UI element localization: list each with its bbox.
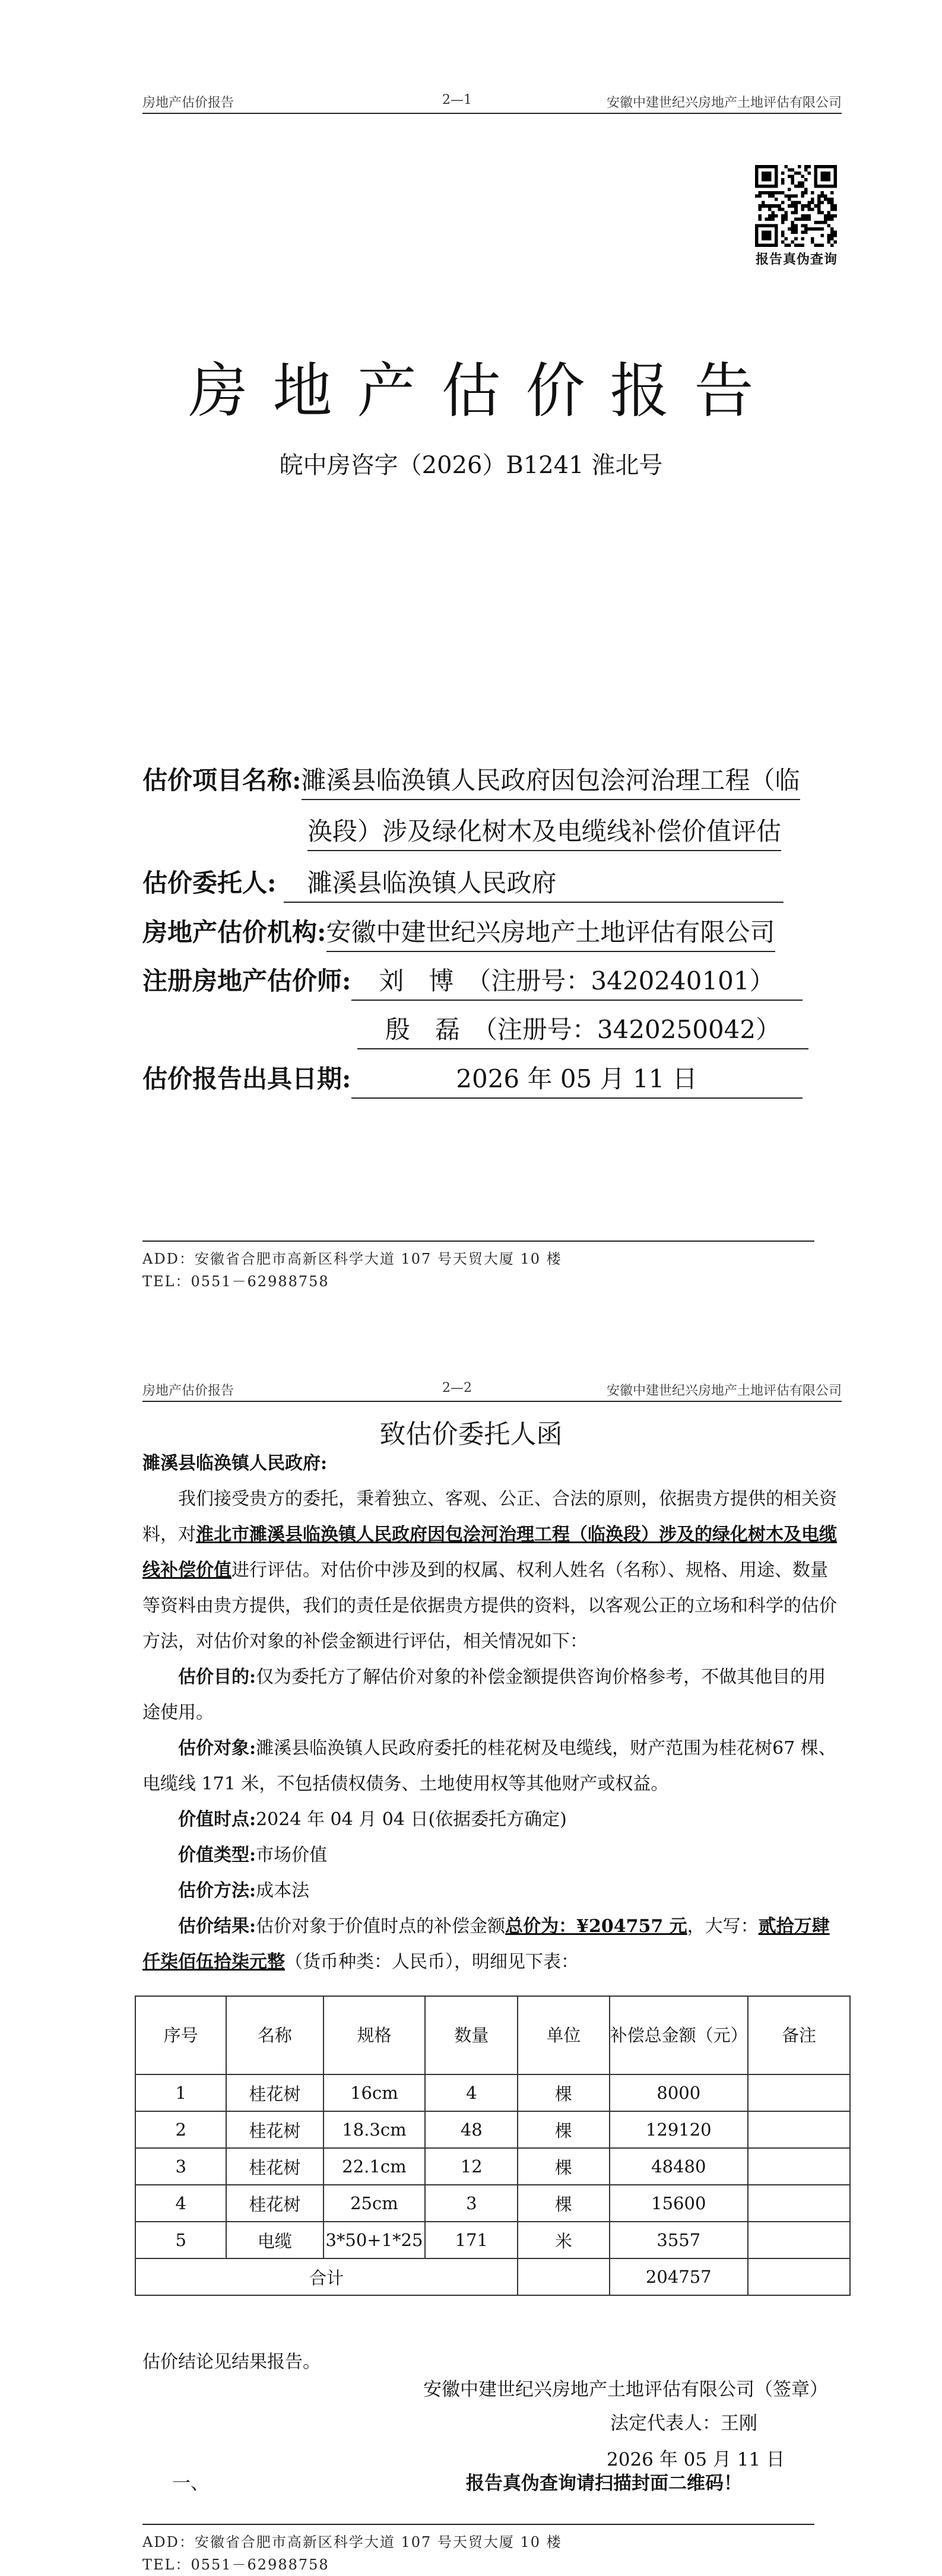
table-cell: 4 <box>135 2185 226 2222</box>
table-cell: 桂花树 <box>226 2074 323 2111</box>
table-cell: 129120 <box>610 2111 748 2148</box>
project-name-label: 估价项目名称: <box>142 766 302 795</box>
value-type-text: 市场价值 <box>256 1845 328 1866</box>
table-cell: 3 <box>135 2148 226 2185</box>
table-cell: 棵 <box>518 2074 609 2111</box>
client-value: 濉溪县临涣镇人民政府 <box>284 864 784 903</box>
header-company: 安徽中建世纪兴房地产土地评估有限公司 <box>606 1384 842 1398</box>
appraiser-2: 殷 磊 （注册号：3420250042） <box>357 1010 808 1049</box>
signature-date: 2026 年 05 月 11 日 <box>607 2449 785 2470</box>
valuation-table <box>135 1996 851 2296</box>
project-name-value-2: 涣段）涉及绿化树木及电缆线补偿价值评估 <box>307 812 781 851</box>
total-value: 204757 <box>610 2258 748 2295</box>
result-total: 总价为：¥204757 元 <box>505 1916 687 1937</box>
conclusion: 估价结论见结果报告。 <box>142 2352 321 2372</box>
footer-address: ADD：安徽省合肥市高新区科学大道 107 号天贸大厦 10 楼 <box>142 1251 562 1267</box>
header-page-number: 2—2 <box>442 1381 472 1395</box>
project-name-row-2 <box>307 812 781 851</box>
result-text-3: （货币种类：人民币），明细见下表： <box>285 1952 579 1972</box>
table-cell: 桂花树 <box>226 2148 323 2185</box>
result-text-2: ，大写： <box>687 1916 759 1937</box>
appraiser-row-2 <box>357 1010 808 1049</box>
object-label: 估价对象: <box>178 1738 256 1759</box>
table-cell: 棵 <box>518 2148 609 2185</box>
table-cell <box>748 2185 850 2222</box>
page-footer <box>142 2531 562 2576</box>
table-cell: 棵 <box>518 2111 609 2148</box>
table-cell: 16cm <box>323 2074 426 2111</box>
client-row <box>142 864 784 903</box>
table-cell: 3*50+1*25 <box>323 2222 426 2258</box>
table-total-row <box>135 2258 850 2295</box>
footer-address: ADD：安徽省合肥市高新区科学大道 107 号天贸大厦 10 楼 <box>142 2534 562 2550</box>
method-label: 估价方法: <box>178 1880 256 1901</box>
agency-label: 房地产估价机构: <box>142 918 326 947</box>
page-header <box>142 89 842 114</box>
header-company: 安徽中建世纪兴房地产土地评估有限公司 <box>606 96 842 110</box>
table-cell <box>748 2074 850 2111</box>
table-cell: 171 <box>425 2222 518 2258</box>
footer-divider <box>142 1241 814 1242</box>
client-label: 估价委托人: <box>142 868 277 897</box>
intro-paragraph <box>142 1481 843 1660</box>
table-row <box>135 2074 850 2111</box>
table-cell: 3 <box>425 2185 518 2222</box>
table-cell <box>748 2222 850 2258</box>
purpose-label: 估价目的: <box>178 1667 256 1687</box>
qr-code-icon[interactable] <box>755 165 837 247</box>
table-cell: 48480 <box>610 2148 748 2185</box>
page-header <box>142 1377 842 1402</box>
col-header: 数量 <box>425 1996 518 2074</box>
footer-phone: TEL：0551－62988758 <box>142 1273 329 1290</box>
intro-text: 我们接受贵方的委托，秉着独立、客观、公正、合法的原则，依据贵方提供的相关资料，对 <box>142 1489 837 1545</box>
section-number: 一、 <box>172 2473 209 2494</box>
object-paragraph <box>142 1731 843 1802</box>
purpose-text: 仅为委托方了解估价对象的补偿金额提供咨询价格参考，不做其他目的用途使用。 <box>142 1667 826 1723</box>
table-cell: 5 <box>135 2222 226 2258</box>
table-cell: 8000 <box>610 2074 748 2111</box>
verification-note: 报告真伪查询请扫描封面二维码！ <box>466 2473 742 2494</box>
table-cell <box>748 2148 850 2185</box>
total-label: 合计 <box>135 2258 518 2295</box>
table-cell: 18.3cm <box>323 2111 426 2148</box>
header-left: 房地产估价报告 <box>142 96 234 110</box>
table-cell <box>748 2258 850 2295</box>
value-type-paragraph <box>142 1838 843 1873</box>
table-cell: 22.1cm <box>323 2148 426 2185</box>
table-row <box>135 2185 850 2222</box>
col-header: 序号 <box>135 1996 226 2074</box>
result-total-words: 贰拾万肆仟柒佰伍拾柒元整 <box>142 1916 830 1972</box>
table-row <box>135 2222 850 2258</box>
result-label: 估价结果: <box>178 1916 256 1937</box>
object-text: 濉溪县临涣镇人民政府委托的桂花树及电缆线，财产范围为桂花树67 棵、电缆线 171 米，不包括债权债务、土地使用权等其他财产或权益。 <box>142 1738 836 1794</box>
legal-representative: 法定代表人：王刚 <box>610 2413 757 2434</box>
col-header: 规格 <box>323 1996 426 2074</box>
result-text: 估价对象于价值时点的补偿金额 <box>256 1916 506 1937</box>
table-cell: 48 <box>425 2111 518 2148</box>
header-left: 房地产估价报告 <box>142 1384 234 1398</box>
col-header: 备注 <box>748 1996 850 2074</box>
agency-value: 安徽中建世纪兴房地产土地评估有限公司 <box>326 913 775 952</box>
project-name-row <box>142 761 800 800</box>
header-page-number: 2—1 <box>442 93 472 107</box>
qr-caption: 报告真伪查询 <box>755 252 838 267</box>
page-footer <box>142 1248 562 1293</box>
letter-body <box>142 1446 843 1980</box>
col-header: 名称 <box>226 1996 323 2074</box>
table-cell: 4 <box>425 2074 518 2111</box>
table-cell: 电缆 <box>226 2222 323 2258</box>
table-cell: 25cm <box>323 2185 426 2222</box>
value-date-paragraph <box>142 1802 843 1838</box>
report-date-label: 估价报告出具日期: <box>142 1064 351 1093</box>
report-title: 房地产估价报告 <box>188 356 779 426</box>
table-cell: 12 <box>425 2148 518 2185</box>
table-cell <box>518 2258 609 2295</box>
report-date-value: 2026 年 05 月 11 日 <box>351 1059 803 1099</box>
table-cell: 15600 <box>610 2185 748 2222</box>
intro-text-2: 进行评估。对估价中涉及到的权属、权利人姓名（名称）、规格、用途、数量等资料由贵方提供，我们的责任是依据贵方提供的资料，以客观公正的立场和科学的估价方法，对估价对象的补偿金额进行评估，相关情况如下： <box>142 1560 837 1652</box>
value-date-label: 价值时点: <box>178 1809 256 1830</box>
col-header: 补偿总金额（元） <box>610 1996 748 2074</box>
table-cell: 3557 <box>610 2222 748 2258</box>
project-name-value: 濉溪县临涣镇人民政府因包浍河治理工程（临 <box>302 761 800 800</box>
table-cell: 2 <box>135 2111 226 2148</box>
table-cell: 桂花树 <box>226 2185 323 2222</box>
intro-subject: 淮北市濉溪县临涣镇人民政府因包浍河治理工程（临涣段）涉及的绿化树木及电缆线补偿价值 <box>142 1524 837 1581</box>
appraiser-row <box>142 962 803 1001</box>
document-number: 皖中房咨字（2026）B1241 淮北号 <box>279 452 663 479</box>
table-cell: 棵 <box>518 2185 609 2222</box>
table-cell: 桂花树 <box>226 2111 323 2148</box>
salutation: 濉溪县临涣镇人民政府: <box>142 1453 328 1474</box>
letter-title: 致估价委托人函 <box>379 1419 563 1449</box>
appraiser-1: 刘 博 （注册号：3420240101） <box>351 962 803 1001</box>
table-cell: 1 <box>135 2074 226 2111</box>
table-row <box>135 2148 850 2185</box>
result-paragraph <box>142 1909 843 1980</box>
appraiser-label: 注册房地产估价师: <box>142 966 351 995</box>
table-row <box>135 2111 850 2148</box>
table-cell: 米 <box>518 2222 609 2258</box>
purpose-paragraph <box>142 1660 843 1731</box>
table-header-row <box>135 1996 850 2074</box>
signature-company: 安徽中建世纪兴房地产土地评估有限公司（签章） <box>423 2379 828 2400</box>
agency-row <box>142 913 775 952</box>
footer-divider <box>142 2524 814 2525</box>
method-paragraph <box>142 1873 843 1909</box>
col-header: 单位 <box>518 1996 609 2074</box>
value-type-label: 价值类型: <box>178 1845 256 1866</box>
method-text: 成本法 <box>256 1880 310 1901</box>
footer-phone: TEL：0551－62988758 <box>142 2556 329 2573</box>
table-cell <box>748 2111 850 2148</box>
report-date-row <box>142 1059 803 1099</box>
value-date-text: 2024 年 04 月 04 日(依据委托方确定) <box>256 1809 567 1830</box>
